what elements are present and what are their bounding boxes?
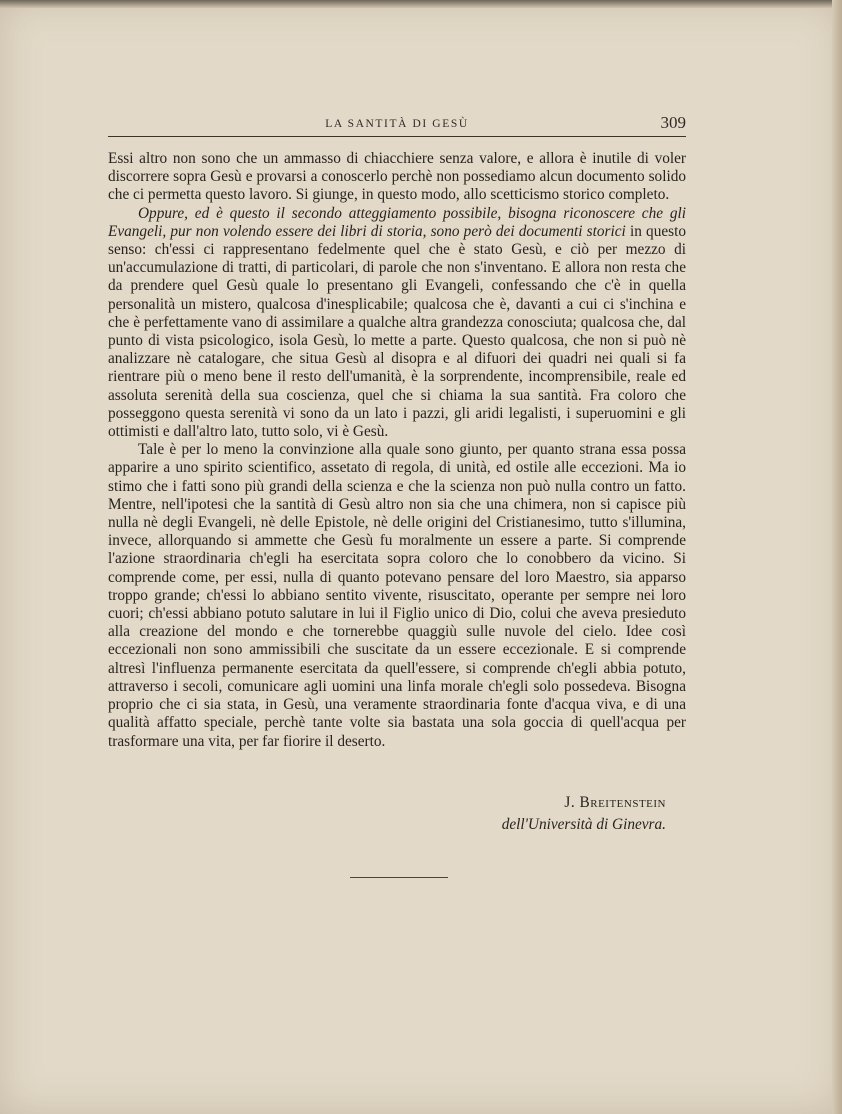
paragraph-2-italic: Oppure, ed è questo il secondo atteggiamento possibile, bisogna riconoscere che gli Evangeli, pur non volendo essere dei libri di storia, sono però dei documenti storici xyxy=(108,204,686,240)
running-header xyxy=(108,112,686,137)
author-name: J. Breitenstein xyxy=(564,794,666,811)
paragraph-2 xyxy=(108,205,686,442)
signature xyxy=(108,792,666,836)
author-affiliation: dell'Università di Ginevra. xyxy=(501,816,666,833)
paragraph-1 xyxy=(108,150,686,205)
body-text xyxy=(108,150,686,751)
page-top-edge xyxy=(0,0,842,8)
paragraph-1-text: Essi altro non sono che un ammasso di chiacchiere senza valore, e allora è inutile di voler discorrere sopra Gesù e provarsi a conoscerlo perchè non possediamo alcun documento solido che ci permetta questo lavoro. Si giunge, in questo modo, allo scetticismo storico completo. xyxy=(108,150,686,204)
page-right-edge xyxy=(832,0,842,1114)
paragraph-3 xyxy=(108,441,686,750)
paragraph-3-text: Tale è per lo meno la convinzione alla quale sono giunto, per quanto strana essa possa apparire a uno spirito scientifico, assetato di regola, di unità, ed ostile alle eccezioni. Ma io stimo che i fatti sono più grandi della scienza e che la scienza non può nulla contro un fatto. Mentre, nell'ipotesi che la santità di Gesù altro non sia che una chimera, non si capisce più nulla nè degli Evangeli, nè delle Epistole, nè delle origini del Cristianesimo, tutto s'illumina, invece, allorquando si ammette che Gesù fu moralmente un essere a parte. Si comprende l'azione straordinaria ch'egli ha esercitata sopra coloro che lo conobbero da vicino. Si comprende come, per essi, nulla di quanto potevano pensare del loro Maestro, sia apparso troppo grande; ch'essi lo abbiano sentito vivente, risuscitato, operante per sempre nei loro cuori; ch'essi abbiano potuto salutare in lui il Figlio unico di Dio, colui che aveva presieduto alla creazione del mondo e che tornerebbe quaggiù sulle nuvole del cielo. Idee così eccezionali non sono ammissibili che suscitate da un essere eccezionale. E si comprende altresì l'influenza permanente esercitata da quell'essere, si comprende ch'egli abbia potuto, attraverso i secoli, comunicare agli uomini una linfa morale ch'egli solo possedeva. Bisogna proprio che ci sia stata, in Gesù, una veramente straordinaria fonte d'acqua viva, e di una qualità affatto speciale, perchè tante volte sia bastata una sola goccia di quell'acqua per trasformare una vita, per far fiorire il deserto. xyxy=(108,441,686,750)
paragraph-2-text: in questo senso: ch'essi ci rappresentano fedelmente quel che è stato Gesù, e ciò per mezzo di un'accumulazione di tratti, di particolari, di parole che non s'inventano. E allora non resta che da prendere quel Gesù quale lo presentano gli Evangeli, confessando che c'è in quella personalità un mistero, qualcosa d'inesplicabile; qualcosa che è, davanti a cui ci s'inchina e che è perfettamente vano di assimilare a qualche altra grandezza conosciuta; qualcosa che, dal punto di vista psicologico, isola Gesù, lo mette a parte. Questo qualcosa, che non si può nè analizzare nè catalogare, che situa Gesù al disopra e al difuori dei quadri nei quali si fa rientrare più o meno bene il resto dell'umanità, è la sorprendente, incomprensibile, reale ed assoluta serenità della sua coscienza, quel che si chiama la sua santità. Fra coloro che posseggono questa serenità vi sono da un lato i pazzi, gli aridi legalisti, i superuomini e gli ottimisti e dall'altro lato, tutto solo, vi è Gesù. xyxy=(108,222,686,441)
end-rule xyxy=(350,877,448,878)
running-title: LA SANTITÀ DI GESÙ xyxy=(325,118,469,130)
page-number: 309 xyxy=(660,113,686,132)
